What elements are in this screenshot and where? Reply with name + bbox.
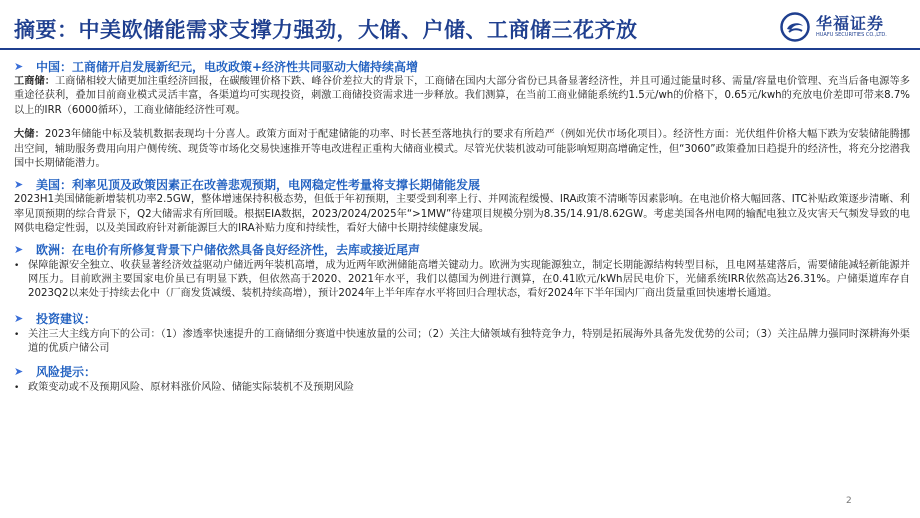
bullet-dot-icon: • xyxy=(14,329,20,340)
europe-paragraph: 保障能源安全独立、收获显著经济效益驱动户储近两年装机高增，成为近两年欧洲储能高增关键动力。欧洲为实现能源独立，制定长期能源结构转型目标，且电网基建落后，需要储能减轻新能源并网压力。目前欧洲主要国家电价虽已有明显下跌，但依然高于2020、2021年水平，我们以德国为例进行测算，在0.41欧元/kWh居民电价下，光储系统IRR依然高达26.31%。户储渠道库存自2023Q2以来处于持续去化中（厂商发货减缓、装机持续高增），预计2024年上半年库存水平将回归合理状态，看好2024年下半年国内厂商出货量重回快速增长通道。 xyxy=(28,259,910,300)
spacer xyxy=(14,118,910,128)
page-number: 2 xyxy=(846,496,852,506)
page-title: 摘要：中美欧储能需求支撑力强劲，大储、户储、工商储三花齐放 xyxy=(14,18,638,42)
chevron-right-icon: ➤ xyxy=(14,243,24,257)
advice-paragraph: 关注三大主线方向下的公司：（1）渗透率快速提升的工商储细分赛道中快速放量的公司；（2）关注大储领域有独特竞争力，特别是拓展海外具备先发优势的公司；（3）关注品牌力强同时深耕海外渠道的优质户储公司 xyxy=(28,328,910,355)
risk-paragraph: 政策变动或不及预期风险、原材料涨价风险、储能实际装机不及预期风险 xyxy=(28,381,354,393)
usa-paragraph: 2023H1美国储能新增装机功率2.5GW，整体增速保持积极态势，但低于年初预期，主要受到利率上行、并网流程缓慢、IRA政策不清晰等因素影响。在电池价格大幅回落、ITC补贴政策逐步清晰、利率见顶预期的综合背景下，Q2大储需求有所回暖。根据EIA数据，2023/2024/2025年“>1MW”待建项目规模分别为8.35/14.91/8.62GW。考虑美国各州电网的输配电独立及灾害天气频发导致的电网供电稳定性弱，以及美国政府针对新能源巨大的IRA补贴力度和持续性，看好大储中长期持续健康发展。 xyxy=(14,194,910,235)
advice-bullet xyxy=(14,328,910,357)
bullet-dot-icon: • xyxy=(14,260,20,271)
title-bar xyxy=(0,0,920,58)
bullet-dot-icon: • xyxy=(14,382,20,393)
logo-mark-icon xyxy=(780,12,810,42)
section-title: 欧洲：在电价有所修复背景下户储依然具备良好经济性，去库或接近尾声 xyxy=(36,243,421,258)
europe-bullet xyxy=(14,259,910,302)
section-title: 投资建议： xyxy=(36,312,97,327)
paragraph-text: 2023年储能中标及装机数据表现均十分喜人。政策方面对于配建储能的功率、时长甚至落地执行的要求有所趋严（例如光伏市场化项目）。经济性方面：光伏组件价格大幅下跌为安装储能腾挪出空间，辅助服务费用向用户侧传统、现货等市场化交易快速推开等电改进程正重构大储商业模式。尽管光伏装机波动可能影响短期高增确定性，但“3060”政策叠加日趋提升的经济性，将充分挖潜我国中长期储能潜力。 xyxy=(14,129,910,170)
title-divider xyxy=(0,48,920,50)
paragraph-label: 大储： xyxy=(14,129,45,141)
logo-name-en: HUAFU SECURITIES CO.,LTD. xyxy=(816,32,887,38)
section-heading-europe xyxy=(14,241,910,259)
section-heading-risk xyxy=(14,363,910,381)
section-heading-china xyxy=(14,57,910,75)
chevron-right-icon: ➤ xyxy=(14,365,24,379)
section-title: 美国：利率见顶及政策因素正在改善悲观预期，电网稳定性考量将支撑长期储能发展 xyxy=(36,177,481,192)
section-title: 中国：工商储开启发展新纪元，电改政策+经济性共同驱动大储持续高增 xyxy=(36,59,419,74)
risk-bullet xyxy=(14,381,910,395)
summary-content xyxy=(14,55,910,395)
section-heading-advice xyxy=(14,310,910,328)
paragraph-label: 工商储： xyxy=(14,76,56,87)
chevron-right-icon: ➤ xyxy=(14,312,24,326)
logo-name-cn: 华福证券 xyxy=(816,14,885,33)
paragraph-text: 工商储相较大储更加注重经济回报，在碳酸锂价格下跌、峰谷价差拉大的背景下，工商储在国内大部分省份已具备显著经济性，并且可通过能量时移、需量/容量电价管理、充当后备电源等多重途径获利，叠加目前商业模式灵活丰富，各渠道均可实现投资，刺激工商储投资需求进一步释放。我们测算，在当前工商业储能系统约1.5元/wh的价格下，0.65元/kwh的充放电价差即可带来8.7%以上的IRR（6000循环），工商业储能经济性可观。 xyxy=(14,76,910,116)
section-title: 风险提示： xyxy=(36,365,97,380)
company-logo xyxy=(780,10,910,46)
china-commercial-storage-paragraph xyxy=(14,75,910,118)
chevron-right-icon: ➤ xyxy=(14,59,24,73)
chevron-right-icon: ➤ xyxy=(14,177,24,191)
china-large-storage-paragraph xyxy=(14,128,910,171)
section-heading-usa xyxy=(14,175,910,193)
